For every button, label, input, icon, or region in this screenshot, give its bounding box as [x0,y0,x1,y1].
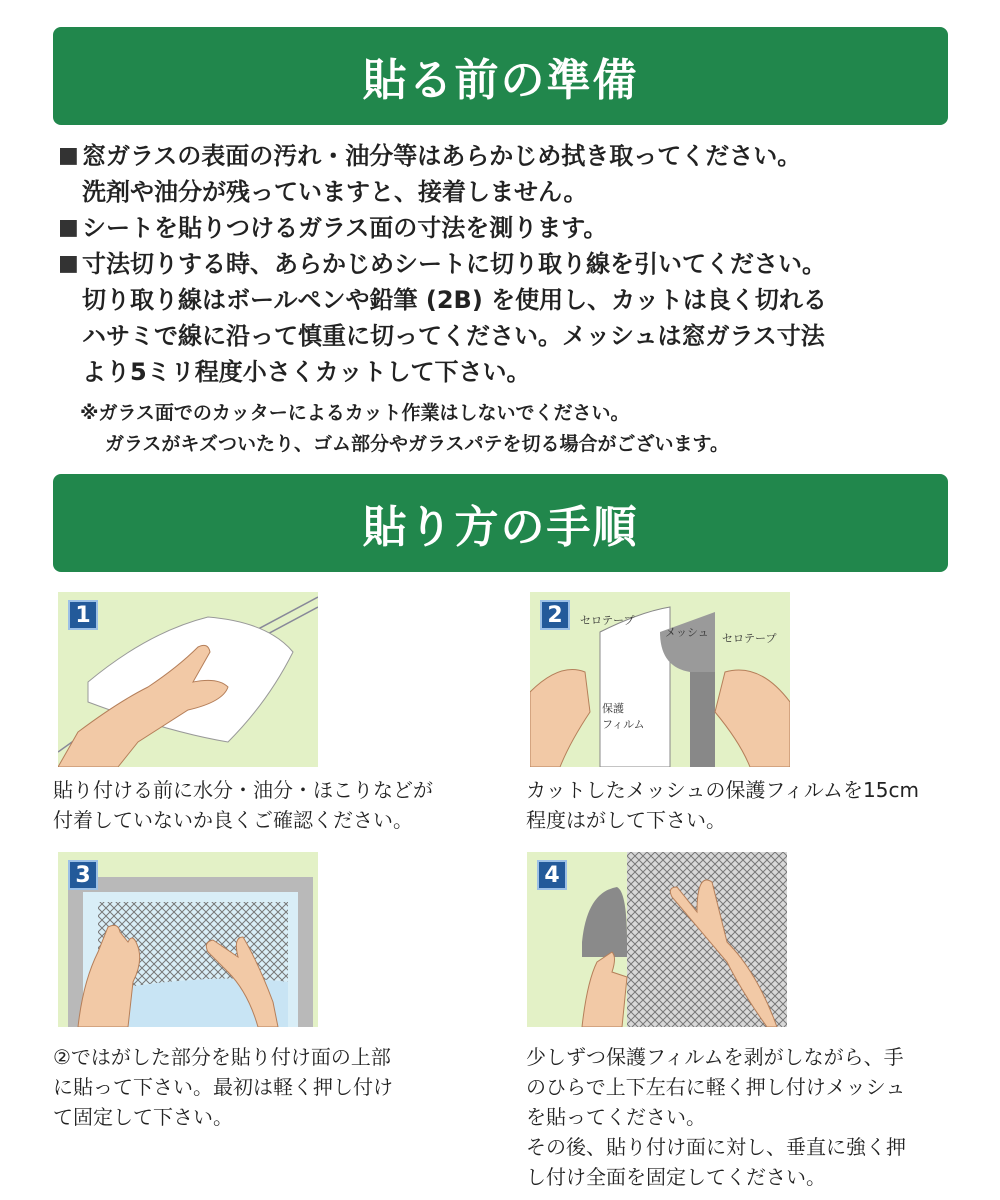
caution-note-line: ※ガラス面でのカッターによるカット作業はしないでください。 [80,402,630,424]
step-caption-line: て固定して下さい。 [53,1105,233,1129]
steps-section-title: 貼り方の手順 [53,474,948,572]
prep-item-line: 切り取り線はボールペンや鉛筆 (2B) を使用し、カットは良く切れる [82,286,827,314]
prep-item [58,246,958,390]
prep-section-title: 貼る前の準備 [53,27,948,125]
film-label: フィルム [602,718,645,731]
prep-item [58,210,958,246]
step-caption-line: ②ではがした部分を貼り付け面の上部 [53,1045,391,1069]
mesh-label: メッシュ [665,626,709,639]
prep-item-line: 窓ガラスの表面の汚れ・油分等はあらかじめ拭き取ってください。 [82,142,802,170]
step-1-caption [53,775,433,835]
step-badge: 1 [68,600,98,630]
caution-note [80,398,729,460]
step-caption-line: 貼り付ける前に水分・油分・ほこりなどが [53,778,433,802]
prep-list [58,138,958,390]
step-caption-line: のひらで上下左右に軽く押し付けメッシュ [526,1075,906,1099]
step-2-caption [526,775,919,835]
step-caption-line: 少しずつ保護フィルムを剥がしながら、手 [526,1045,904,1069]
step-badge: 4 [537,860,567,890]
step-2-illustration [530,592,790,767]
cellotape-label: セロテープ [580,614,635,627]
step-4-caption [526,1042,906,1192]
step-caption-line: し付け全面を固定してください。 [526,1165,826,1189]
prep-item-line: ハサミで線に沿って慎重に切ってください。メッシュは窓ガラス寸法 [82,322,825,350]
caution-note-line: ガラスがキズついたり、ゴム部分やガラスパテを切る場合がございます。 [105,433,729,455]
step-caption-line: その後、貼り付け面に対し、垂直に強く押 [526,1135,906,1159]
cellotape-label: セロテープ [722,632,777,645]
step-4-illustration [527,852,787,1027]
step-caption-line: を貼ってください。 [526,1105,706,1129]
step-caption-line: に貼って下さい。最初は軽く押し付け [53,1075,393,1099]
step-3-illustration [58,852,318,1027]
step-1-illustration [58,592,318,767]
prep-item [58,138,958,210]
prep-item-line: より5ミリ程度小さくカットして下さい。 [82,358,531,386]
bullet-icon: ■ [58,215,79,240]
protective-label: 保護 [602,702,624,715]
step-caption-line: 程度はがして下さい。 [526,808,726,832]
step-badge: 3 [68,860,98,890]
bullet-icon: ■ [58,143,79,168]
bullet-icon: ■ [58,251,79,276]
prep-item-line: 洗剤や油分が残っていますと、接着しません。 [82,178,588,206]
step-3-caption [53,1042,393,1132]
step-caption-line: 付着していないか良くご確認ください。 [53,808,413,832]
step-caption-line: カットしたメッシュの保護フィルムを15cm [526,778,919,802]
prep-item-line: 寸法切りする時、あらかじめシートに切り取り線を引いてください。 [82,250,826,278]
prep-item-line: シートを貼りつけるガラス面の寸法を測ります。 [82,214,608,242]
step-badge: 2 [540,600,570,630]
